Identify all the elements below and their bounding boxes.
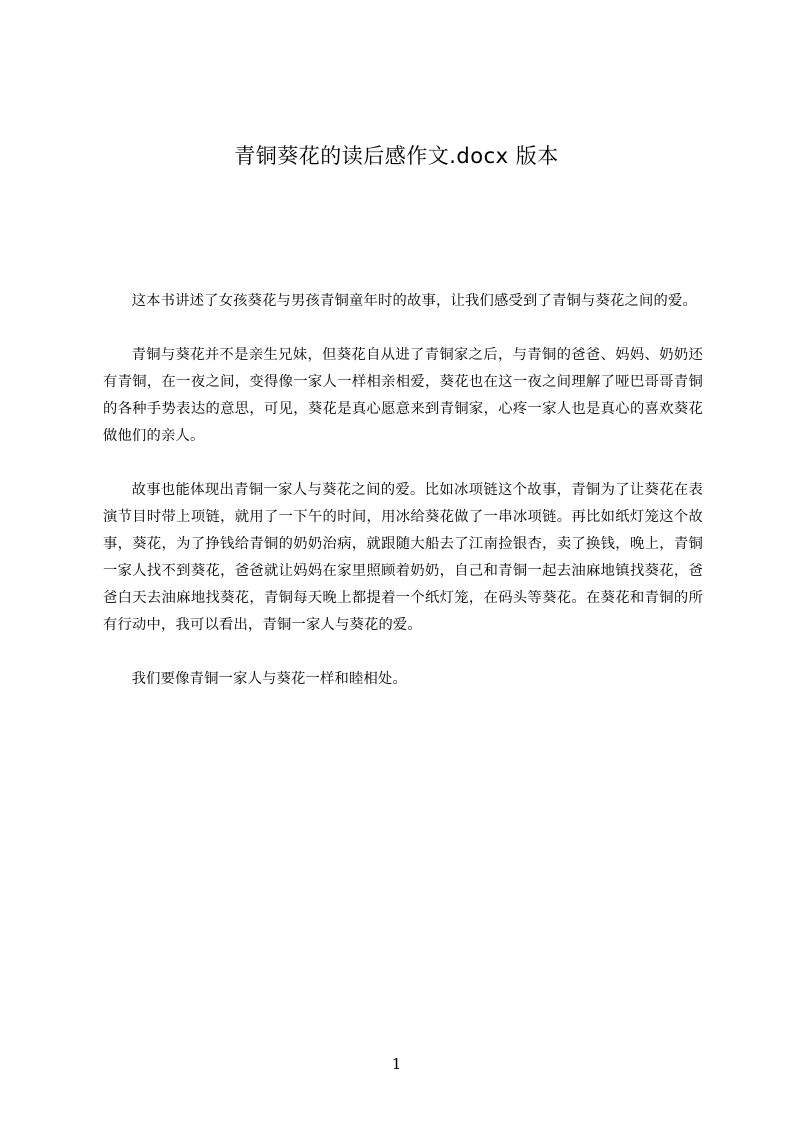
document-body: [103, 288, 703, 720]
paragraph-3: 故事也能体现出青铜一家人与葵花之间的爱。比如冰项链这个故事，青铜为了让葵花在表演节目时带上项链，就用了一下午的时间，用冰给葵花做了一串冰项链。再比如纸灯笼这个故事，葵花，为了挣钱给青铜的奶奶治病，就跟随大船去了江南捡银杏，卖了换钱，晚上，青铜一家人找不到葵花，爸爸就让妈妈在家里照顾着奶奶，自己和青铜一起去油麻地镇找葵花，爸爸白天去油麻地找葵花，青铜每天晚上都提着一个纸灯笼，在码头等葵花。在葵花和青铜的所有行动中，我可以看出，青铜一家人与葵花的爱。: [103, 482, 703, 633]
paragraph-2: 青铜与葵花并不是亲生兄妹，但葵花自从进了青铜家之后，与青铜的爸爸、妈妈、奶奶还有青铜，在一夜之间，变得像一家人一样相亲相爱，葵花也在这一夜之间理解了哑巴哥哥青铜的各种手势表达的意思，可见，葵花是真心愿意来到青铜家，心疼一家人也是真心的喜欢葵花做他们的亲人。: [103, 347, 703, 444]
document-title: 青铜葵花的读后感作文.docx 版本: [234, 144, 559, 168]
paragraph-4: 我们要像青铜一家人与葵花一样和睦相处。: [131, 671, 408, 687]
paragraph-1: 这本书讲述了女孩葵花与男孩青铜童年时的故事，让我们感受到了青铜与葵花之间的爱。: [131, 293, 697, 309]
page-number: 1: [391, 1055, 402, 1073]
